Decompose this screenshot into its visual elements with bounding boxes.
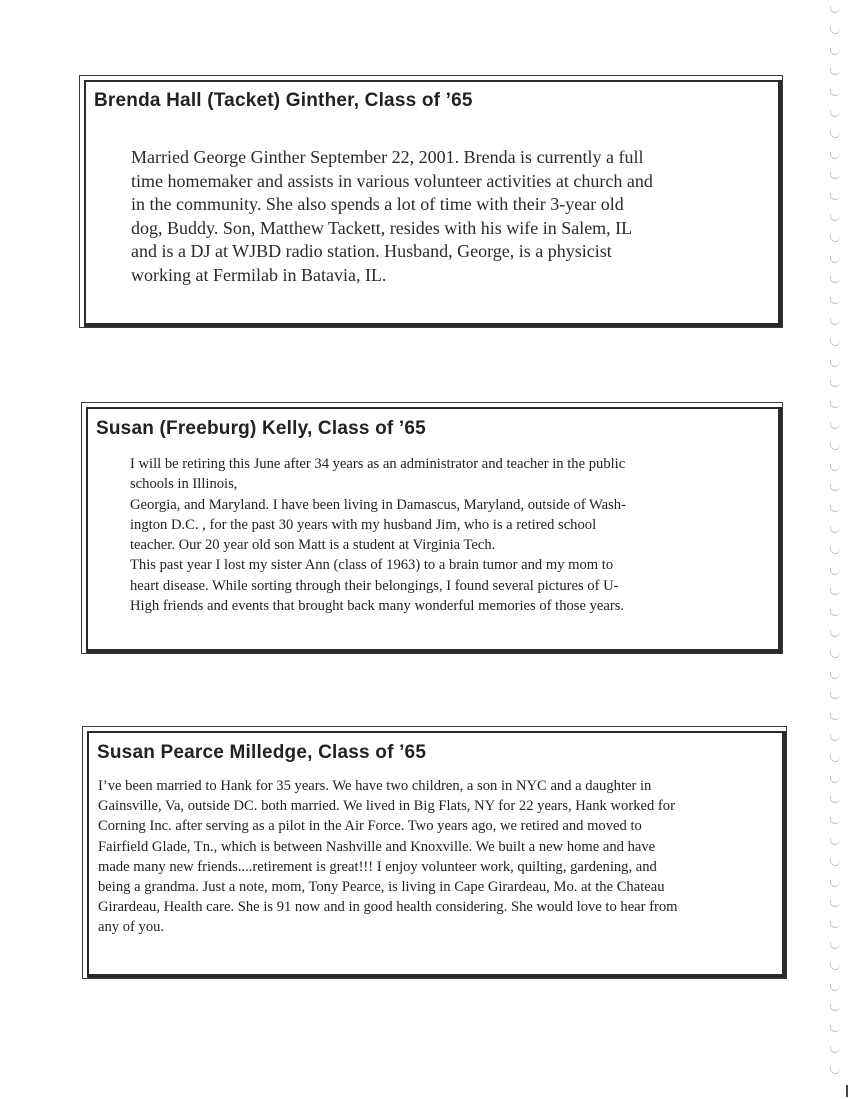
spiral-ring [830,651,840,658]
text-line: teacher. Our 20 year old son Matt is a student at Virginia Tech. [130,537,496,554]
text-line: Girardeau, Health care. She is 91 now and in good health considering. She would love to hear from [98,899,678,916]
text-line: dog, Buddy. Son, Matthew Tackett, resides with his wife in Salem, IL [131,217,633,238]
text-line: High friends and events that brought back many wonderful memories of those years. [130,598,625,615]
spiral-ring [830,68,840,75]
spiral-ring [830,27,840,34]
spiral-ring [830,89,840,96]
spiral-ring [830,568,840,575]
spiral-ring [830,6,840,13]
spiral-ring [830,900,840,907]
text-line: in the community. She also spends a lot of time with their 3-year old [131,194,624,214]
spiral-ring [830,880,840,887]
text-line: heart disease. While sorting through their belongings, I found several pictures of U- [130,577,619,594]
entry-text [130,454,760,616]
spiral-ring [830,235,840,242]
spiral-ring [830,547,840,554]
spiral-ring [830,422,840,429]
page-edge-mark [846,1085,848,1097]
spiral-ring [830,484,840,491]
spiral-ring [830,1067,840,1074]
spiral-ring [830,526,840,533]
spiral-ring [830,110,840,117]
spiral-ring [830,1004,840,1011]
spiral-ring [830,256,840,263]
spiral-ring [830,692,840,699]
spiral-ring [830,131,840,138]
spiral-ring [830,214,840,221]
spiral-ring [830,859,840,866]
entry-text [131,146,771,287]
spiral-ring [830,672,840,679]
spiral-ring [830,755,840,762]
text-line: time homemaker and assists in various volunteer activities at church and [131,170,653,191]
spiral-ring [830,1046,840,1053]
text-line: schools in Illinois, [130,476,238,493]
entry-title: Brenda Hall (Tacket) Ginther, Class of ’65 [94,90,473,111]
spiral-ring [830,817,840,824]
text-line: Gainsville, Va, outside DC. both married. We lived in Big Flats, NY for 22 years, Hank worked for [98,798,675,815]
spiral-ring [830,713,840,720]
spiral-ring [830,505,840,512]
spiral-ring [830,318,840,325]
spiral-ring [830,1025,840,1032]
text-line: and is a DJ at WJBD radio station. Husband, George, is a physicist [131,241,612,261]
spiral-ring [830,401,840,408]
text-line: This past year I lost my sister Ann (class of 1963) to a brain tumor and my mom to [130,557,614,574]
spiral-ring [830,776,840,783]
text-line: made many new friends....retirement is great!!! I enjoy volunteer work, quilting, gardening, and [98,858,657,875]
entry-title: Susan (Freeburg) Kelly, Class of ’65 [96,418,426,439]
spiral-ring [830,297,840,304]
spiral-ring [830,734,840,741]
spiral-ring [830,360,840,367]
text-line: being a grandma. Just a note, mom, Tony Pearce, is living in Cape Girardeau, Mo. at the Chateau [98,879,665,896]
spiral-ring [830,380,840,387]
text-line: working at Fermilab in Batavia, IL. [131,264,387,285]
text-line: Fairfield Glade, Tn., which is between Nashville and Knoxville. We built a new home and have [98,838,656,855]
entry-text [98,776,783,938]
spiral-ring [830,921,840,928]
text-line: any of you. [98,919,165,936]
spiral-ring [830,838,840,845]
spiral-ring [830,630,840,637]
spiral-ring [830,48,840,55]
text-line: I’ve been married to Hank for 35 years. We have two children, a son in NYC and a daughter in [98,778,652,794]
entry-title: Susan Pearce Milledge, Class of ’65 [97,742,427,763]
spiral-ring [830,963,840,970]
text-line: ington D.C. , for the past 30 years with my husband Jim, who is a retired school [130,516,597,533]
spiral-ring [830,984,840,991]
spiral-ring [830,276,840,283]
spiral-ring [830,172,840,179]
text-line: Georgia, and Maryland. I have been living in Damascus, Maryland, outside of Wash- [130,496,626,513]
text-line: I will be retiring this June after 34 years as an administrator and teacher in the public [130,456,626,472]
spiral-ring [830,796,840,803]
text-line: Corning Inc. after serving as a pilot in the Air Force. Two years ago, we retired and moved to [98,818,642,835]
spiral-ring [830,152,840,159]
spiral-ring [830,609,840,616]
spiral-ring [830,942,840,949]
spiral-ring [830,339,840,346]
spiral-binding [830,6,842,1091]
spiral-ring [830,193,840,200]
text-line: Married George Ginther September 22, 2001. Brenda is currently a full [131,147,644,167]
spiral-ring [830,443,840,450]
spiral-ring [830,464,840,471]
spiral-ring [830,588,840,595]
